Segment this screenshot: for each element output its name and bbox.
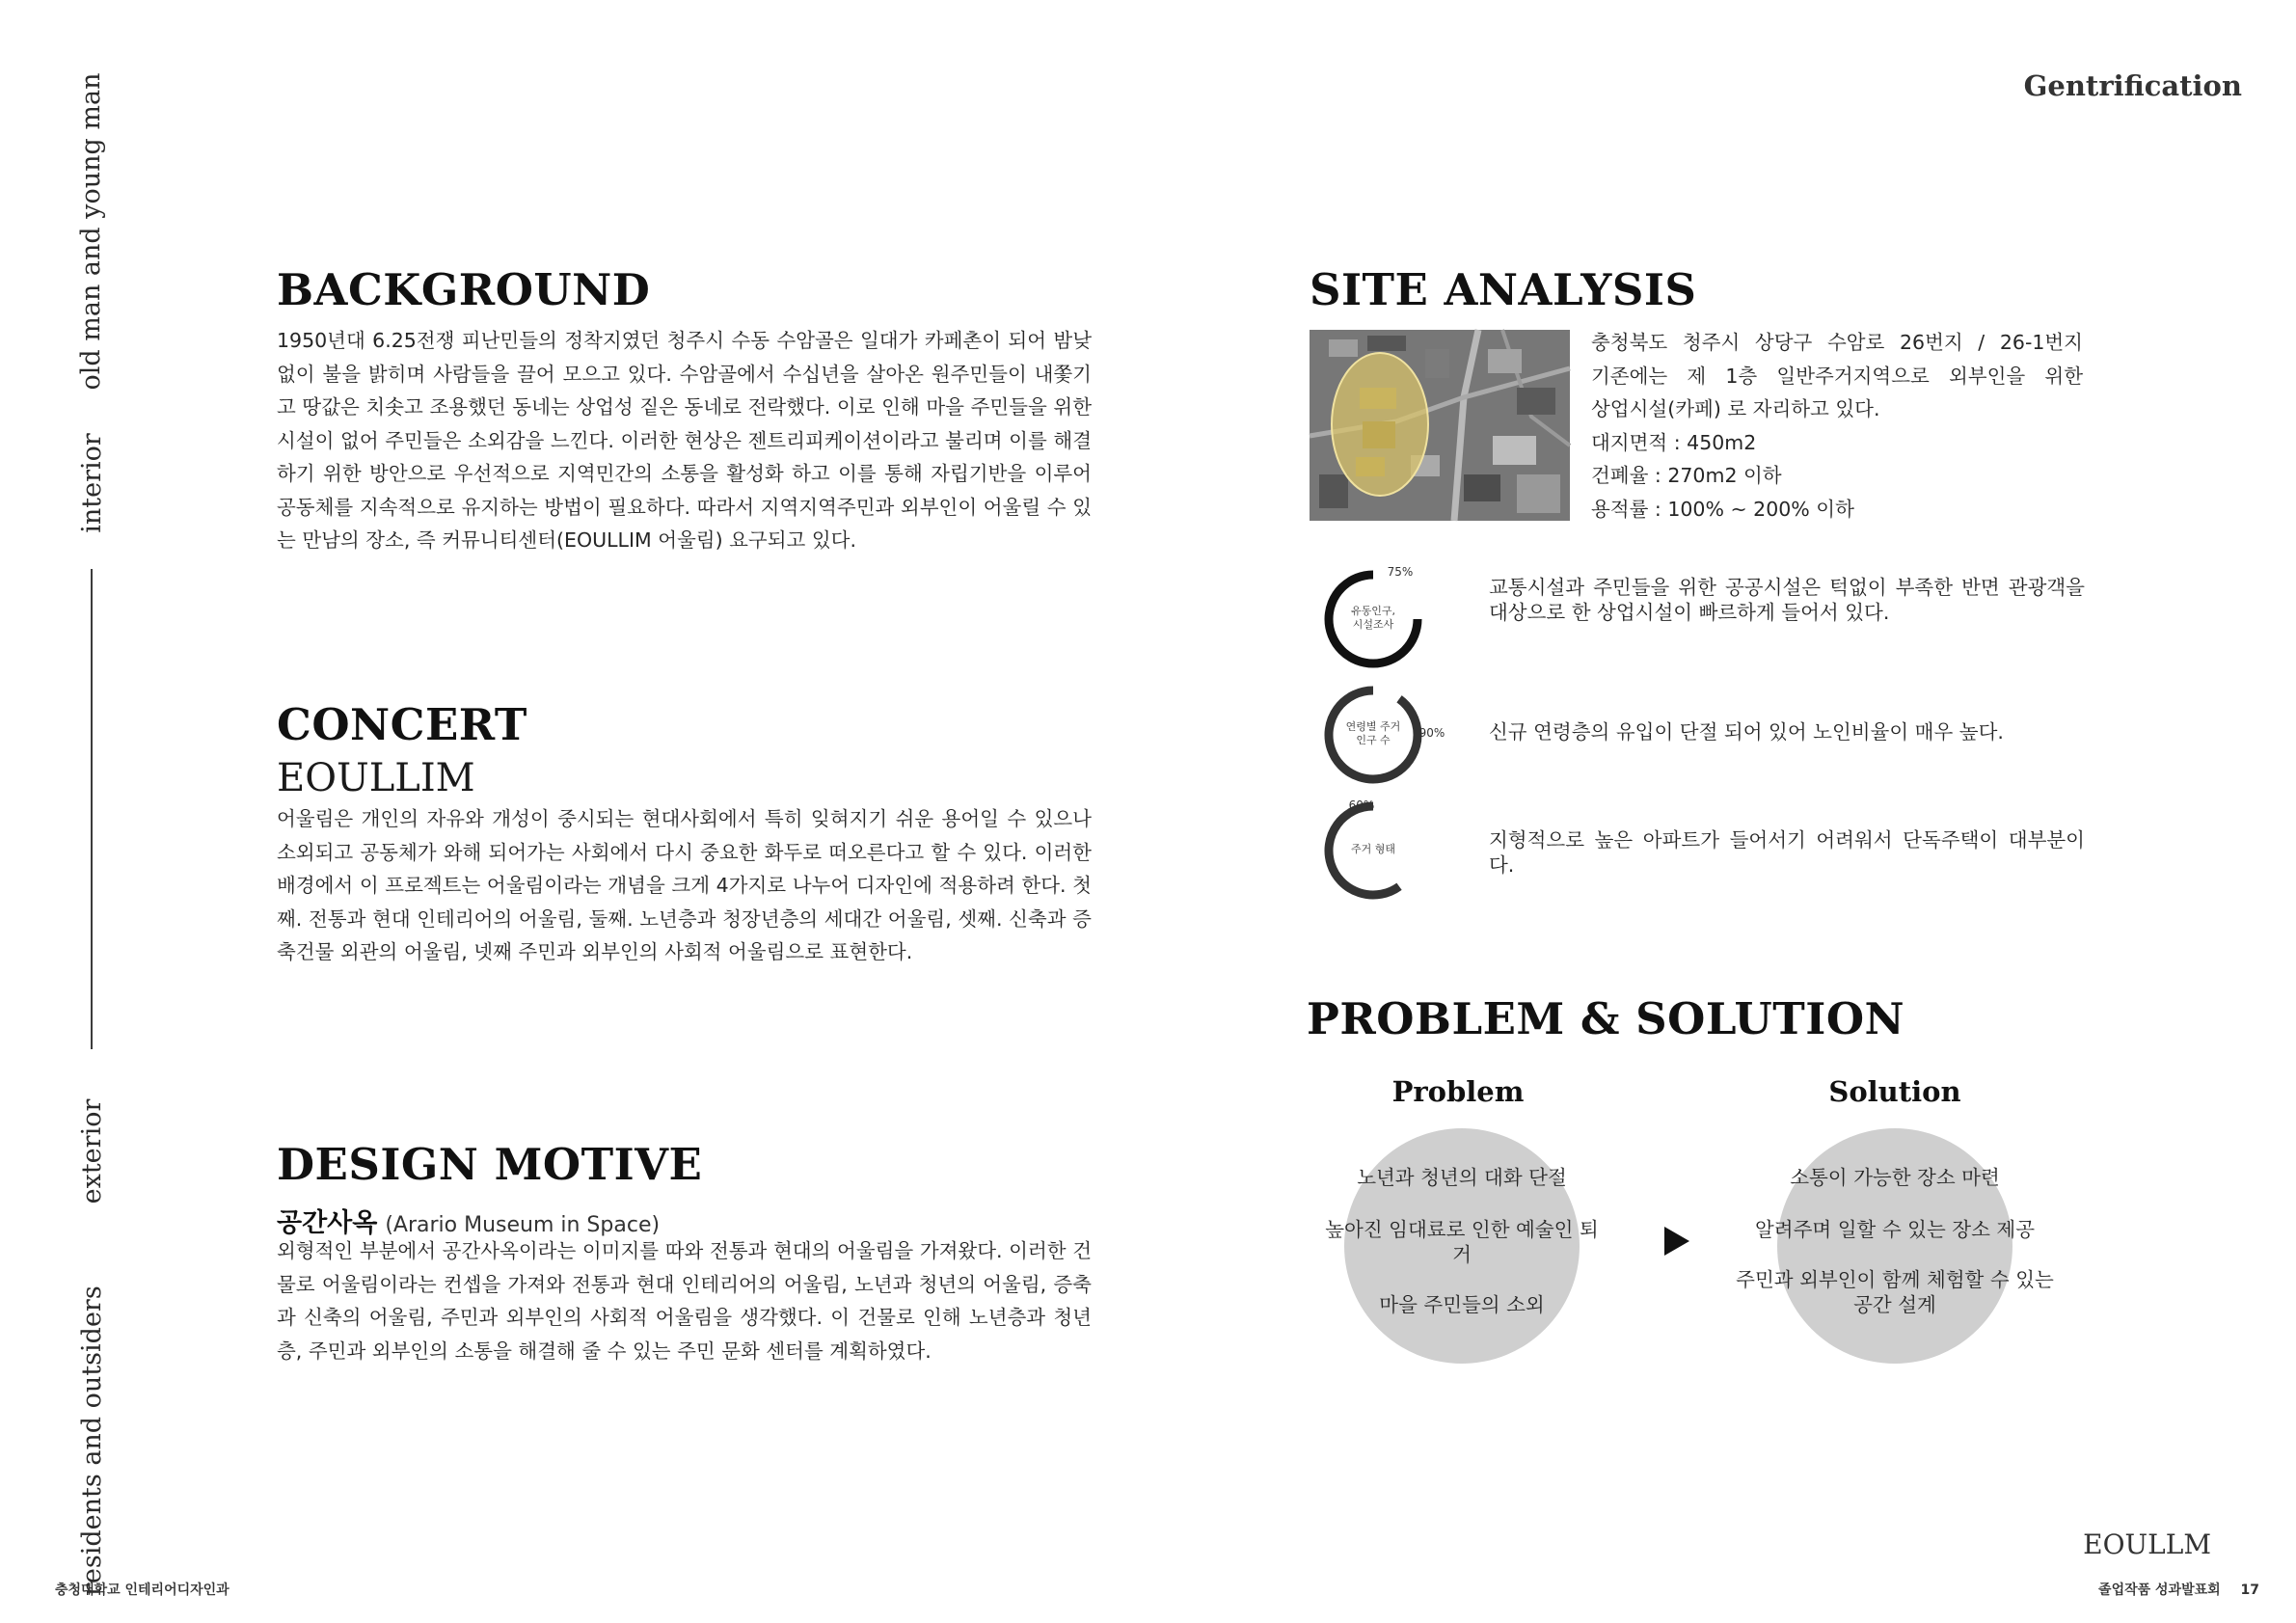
stat-ring-label-1b: 시설조사 xyxy=(1352,618,1394,631)
header-title: Gentrification xyxy=(2023,69,2242,102)
concert-text: 어울림은 개인의 자유와 개성이 중시되는 현대사회에서 특히 잊혀지기 쉬운 용어일 수 있으나 소외되고 공동체가 와해 되어가는 사회에서 다시 중요한 화두로 떠오른다고 할 수 있다. 이러한 배경에서 이 프로젝트는 어울림이라는 개념을 크게 4가지로 나누어 디자인에 적용하려 한다. 첫째. 전통과 현대 인테리어의 어울림, 둘째. 노년층과 청장년층의 세대간 어울림, 셋째. 신축과 증축건물 외관의 어울림, 넷째 주민과 외부인의 사회적 어울림으로 표현한다. xyxy=(277,807,1092,963)
footer-event: 졸업작품 성과발표회 xyxy=(2098,1582,2221,1598)
site-info-line-5: 건폐율 : 270m2 이하 xyxy=(1591,464,1782,487)
footer-event-page xyxy=(2098,1580,2259,1599)
stat-ring-label-1a: 유동인구, xyxy=(1350,605,1396,617)
side-label-exterior: exterior xyxy=(77,1098,107,1204)
site-info-block xyxy=(1591,326,2083,526)
solution-item-2: 알려주며 일할 수 있는 장소 제공 xyxy=(1754,1218,2036,1241)
side-label-residents: residents and outsiders xyxy=(77,1285,107,1596)
side-label-interior: interior xyxy=(77,433,107,533)
design-motive-text: 외형적인 부분에서 공간사옥이라는 이미지를 따와 전통과 현대의 어울림을 가져왔다. 이러한 건물로 어울림이라는 컨셉을 가져와 전통과 현대 인테리어의 어울림, 노년과 청년의 어울림, 증축과 신축의 어울림, 주민과 외부인의 사회적 어울림을 생각했다. 이 건물로 인해 노년층과 청년층, 주민과 외부인의 소통을 해결해 줄 수 있는 주민 문화 센터를 계획하였다. xyxy=(277,1239,1092,1363)
stat-text-3: 지형적으로 높은 아파트가 들어서기 어려워서 단독주택이 대부분이다. xyxy=(1489,828,2085,877)
stat-ring-percent-3: 60% xyxy=(1348,798,1375,812)
stat-ring-percent-1: 75% xyxy=(1387,565,1414,579)
solution-item-1: 소통이 가능한 장소 마련 xyxy=(1790,1166,2000,1189)
stat-ring-label-2a: 연령별 주거 xyxy=(1345,720,1401,733)
stat-text-2: 신규 연령층의 유입이 단절 되어 있어 노인비율이 매우 높다. xyxy=(1489,720,2004,744)
concert-subtitle: EOULLIM xyxy=(277,756,475,800)
footer-brand: EOULLM xyxy=(2083,1528,2211,1560)
problem-item-1: 노년과 청년의 대화 단절 xyxy=(1357,1166,1567,1189)
problem-item-2: 높아진 임대료로 인한 예술인 퇴거 xyxy=(1325,1218,1599,1266)
problem-heading: Problem xyxy=(1391,1075,1525,1108)
stat-ring-label-2b: 인구 수 xyxy=(1356,734,1391,746)
solution-item-3: 주민과 외부인이 함께 체험할 수 있는 공간 설계 xyxy=(1736,1268,2054,1316)
concert-title: CONCERT xyxy=(277,699,527,750)
site-info-line-6: 용적률 : 100% ~ 200% 이하 xyxy=(1591,497,1854,521)
background-title: BACKGROUND xyxy=(277,264,651,315)
design-motive-subtitle-en: (Arario Museum in Space) xyxy=(385,1213,661,1237)
site-analysis-title: SITE ANALYSIS xyxy=(1310,264,1697,315)
side-divider-line xyxy=(91,569,93,1049)
footer-school: 충청대학교 인테리어디자인과 xyxy=(55,1582,230,1598)
background-text: 1950년대 6.25전쟁 피난민들의 정착지였던 청주시 수동 수암골은 일대가 카페촌이 되어 밤낮 없이 불을 밝히며 사람들을 끌어 모으고 있다. 수암골에서 수십년을 살아온 원주민들이 내쫓기고 땅값은 치솟고 조용했던 동네는 상업성 짙은 동네로 전락했다. 이로 인해 마을 주민들을 위한 시설이 없어 주민들은 소외감을 느낀다. 이러한 현상은 젠트리피케이션이라고 불리며 이를 해결하기 위한 방안으로 우선적으로 지역민간의 소통을 활성화 하고 이를 통해 자립기반을 이루어 공동체를 지속적으로 유지하는 방법이 필요하다. 따라서 지역지역주민과 외부인이 어울릴 수 있는 만남의 장소, 즉 커뮤니티센터(EOULLIM 어울림) 요구되고 있다. xyxy=(277,329,1092,552)
stat-row-2 xyxy=(1323,675,2085,791)
side-label-old-young: old man and young man xyxy=(76,72,106,391)
solution-circle xyxy=(1777,1128,2012,1364)
site-aerial-photo xyxy=(1310,330,1570,521)
site-info-line-1: 충청북도 청주시 상당구 수암로 26번지 / 26-1번지 xyxy=(1591,331,2083,354)
stat-text-1: 교통시설과 주민들을 위한 공공시설은 턱없이 부족한 반면 관광객을 대상으로 한 상업시설이 빠르하게 들어서 있다. xyxy=(1489,576,2085,624)
problem-item-3: 마을 주민들의 소외 xyxy=(1379,1293,1545,1316)
stat-row-3 xyxy=(1323,791,2085,906)
design-motive-subtitle-ko: 공간사옥 xyxy=(277,1208,378,1238)
solution-heading: Solution xyxy=(1828,1075,1961,1108)
stat-ring-label-3a: 주거 형태 xyxy=(1350,843,1396,855)
site-info-line-3: 상업시설(카페) 로 자리하고 있다. xyxy=(1591,397,1880,420)
site-info-line-4: 대지면적 : 450m2 xyxy=(1591,430,1757,454)
stat-ring-2 xyxy=(1323,675,1445,791)
stat-ring-percent-2: 90% xyxy=(1418,726,1445,740)
site-info-line-2: 기존에는 제 1층 일반주거지역으로 외부인을 위한 xyxy=(1591,364,2083,388)
design-motive-title: DESIGN MOTIVE xyxy=(277,1139,703,1190)
footer-page-number: 17 xyxy=(2240,1582,2259,1598)
problem-solution-title: PROBLEM & SOLUTION xyxy=(1307,993,1905,1044)
stat-row-1 xyxy=(1323,559,2085,675)
stat-ring-1 xyxy=(1323,559,1439,675)
arrow-right-icon xyxy=(1664,1227,1689,1256)
aerial-map-graphic xyxy=(1310,330,1570,521)
stat-ring-3 xyxy=(1323,791,1439,906)
